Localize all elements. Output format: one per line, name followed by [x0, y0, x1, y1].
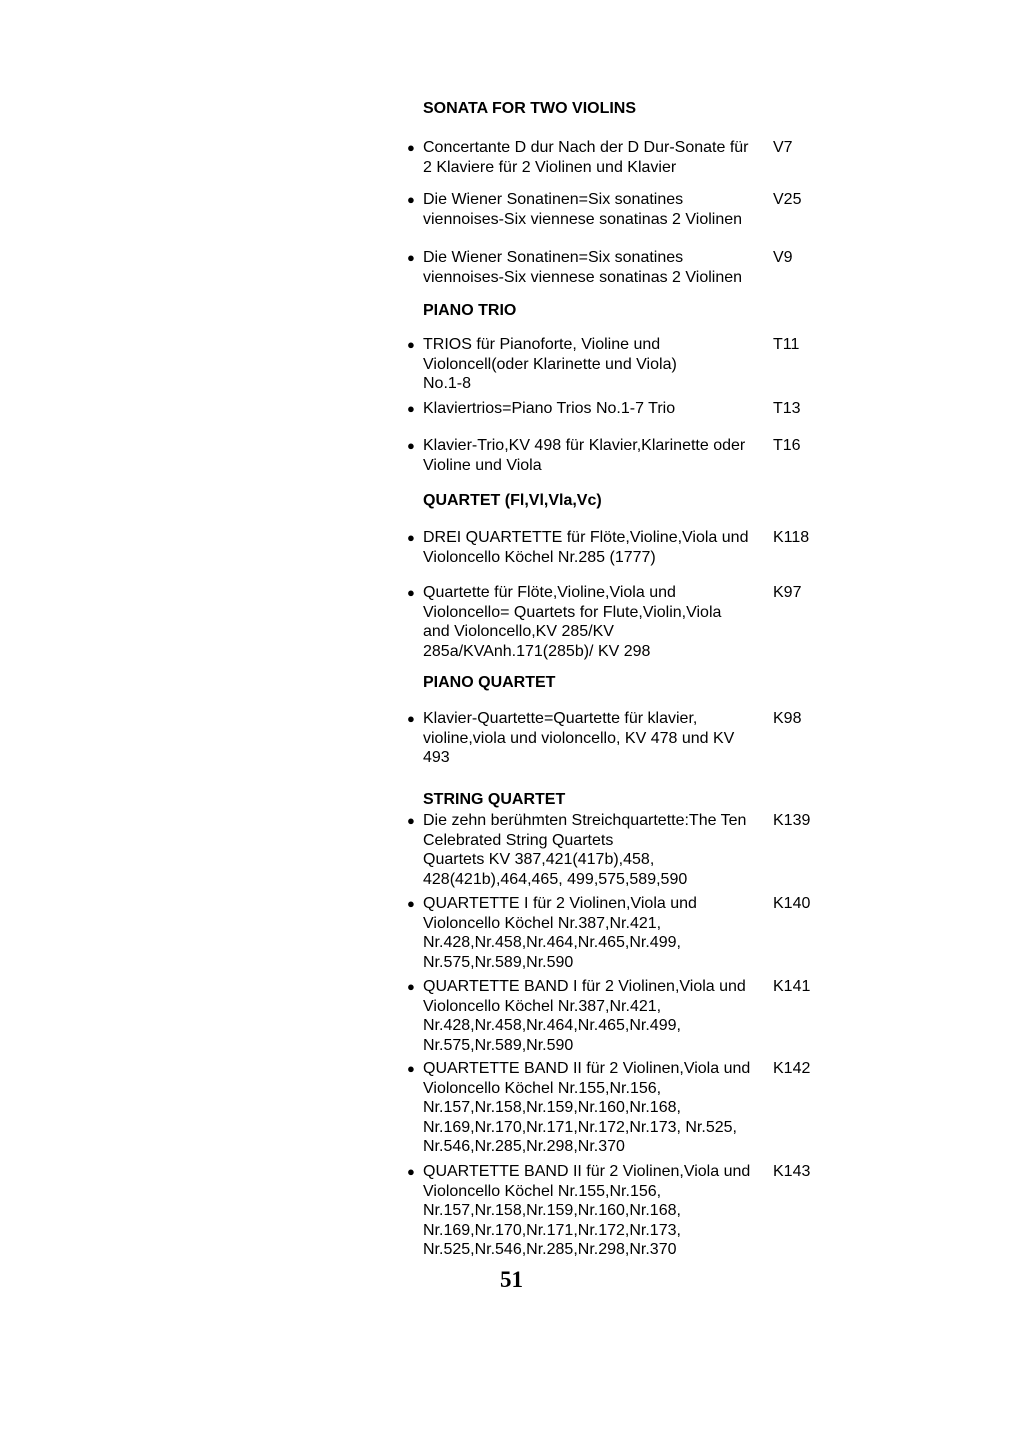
item-code: K118	[773, 529, 810, 546]
item-description: Quartette für Flöte,Violine,Viola und Violoncello= Quartets for Flute,Violin,Viola and Violoncello,KV 285/KV 285a/KVAnh.171(285b)/ KV 298	[423, 584, 722, 660]
bullet-icon: ●	[407, 250, 415, 265]
item-description: Die Wiener Sonatinen=Six sonatines viennoises-Six viennese sonatinas 2 Violinen	[423, 191, 743, 228]
section-heading-piano-quartet: PIANO QUARTET	[423, 674, 556, 691]
section-heading-string-quartet: STRING QUARTET	[423, 791, 566, 808]
bullet-icon: ●	[407, 1061, 415, 1076]
item-description: Klavier-Quartette=Quartette für klavier, violine,viola und violoncello, KV 478 und KV 493	[423, 710, 735, 766]
item-description: QUARTETTE I für 2 Violinen,Viola und Violoncello Köchel Nr.387,Nr.421, Nr.428,Nr.458,Nr.464,Nr.465,Nr.499, Nr.575,Nr.589,Nr.590	[423, 895, 697, 971]
item-description: QUARTETTE BAND I für 2 Violinen,Viola und Violoncello Köchel Nr.387,Nr.421, Nr.428,Nr.458,Nr.464,Nr.465,Nr.499, Nr.575,Nr.589,Nr.590	[423, 978, 746, 1054]
bullet-icon: ●	[407, 337, 415, 352]
item-code: K142	[773, 1060, 811, 1077]
item-code: T11	[773, 336, 800, 353]
item-description: Concertante D dur Nach der D Dur-Sonate für 2 Klaviere für 2 Violinen und Klavier	[423, 139, 749, 176]
item-code: V9	[773, 249, 793, 266]
bullet-icon: ●	[407, 896, 415, 911]
item-code: K97	[773, 584, 802, 601]
item-description: Klavier-Trio,KV 498 für Klavier,Klarinette oder Violine und Viola	[423, 437, 746, 474]
item-code: T13	[773, 400, 801, 417]
bullet-icon: ●	[407, 401, 415, 416]
item-description: Klaviertrios=Piano Trios No.1-7 Trio	[423, 400, 676, 417]
item-code: V7	[773, 139, 793, 156]
section-heading-piano-trio: PIANO TRIO	[423, 302, 517, 319]
item-description: DREI QUARTETTE für Flöte,Violine,Viola und Violoncello Köchel Nr.285 (1777)	[423, 529, 749, 566]
page-number: 51	[500, 1267, 523, 1292]
item-code: V25	[773, 191, 802, 208]
bullet-icon: ●	[407, 530, 415, 545]
item-description: QUARTETTE BAND II für 2 Violinen,Viola und Violoncello Köchel Nr.155,Nr.156, Nr.157,Nr.158,Nr.159,Nr.160,Nr.168, Nr.169,Nr.170,Nr.171,Nr.172,Nr.173, Nr.525,Nr.546,Nr.285,Nr.298,Nr.370	[423, 1163, 751, 1258]
bullet-icon: ●	[407, 192, 415, 207]
item-description: Die Wiener Sonatinen=Six sonatines viennoises-Six viennese sonatinas 2 Violinen	[423, 249, 743, 286]
bullet-icon: ●	[407, 813, 415, 828]
item-description: Die zehn berühmten Streichquartette:The Ten Celebrated String Quartets Quartets KV 387,421(417b),458, 428(421b),464,465, 499,575,589,590	[423, 812, 747, 888]
bullet-icon: ●	[407, 711, 415, 726]
item-code: K139	[773, 812, 811, 829]
item-code: K143	[773, 1163, 811, 1180]
item-code: T16	[773, 437, 801, 454]
item-code: K98	[773, 710, 802, 727]
section-heading-quartet-flute: QUARTET (Fl,Vl,Vla,Vc)	[423, 492, 602, 509]
bullet-icon: ●	[407, 585, 415, 600]
bullet-icon: ●	[407, 140, 415, 155]
bullet-icon: ●	[407, 979, 415, 994]
bullet-icon: ●	[407, 1164, 415, 1179]
item-description: QUARTETTE BAND II für 2 Violinen,Viola und Violoncello Köchel Nr.155,Nr.156, Nr.157,Nr.158,Nr.159,Nr.160,Nr.168, Nr.169,Nr.170,Nr.171,Nr.172,Nr.173, Nr.525, Nr.546,Nr.285,Nr.298,Nr.370	[423, 1060, 751, 1155]
item-code: K141	[773, 978, 811, 995]
bullet-icon: ●	[407, 438, 415, 453]
item-description: TRIOS für Pianoforte, Violine und Violoncell(oder Klarinette und Viola) No.1-8	[423, 336, 677, 392]
section-heading-sonata-two-violins: SONATA FOR TWO VIOLINS	[423, 100, 637, 117]
item-code: K140	[773, 895, 811, 912]
